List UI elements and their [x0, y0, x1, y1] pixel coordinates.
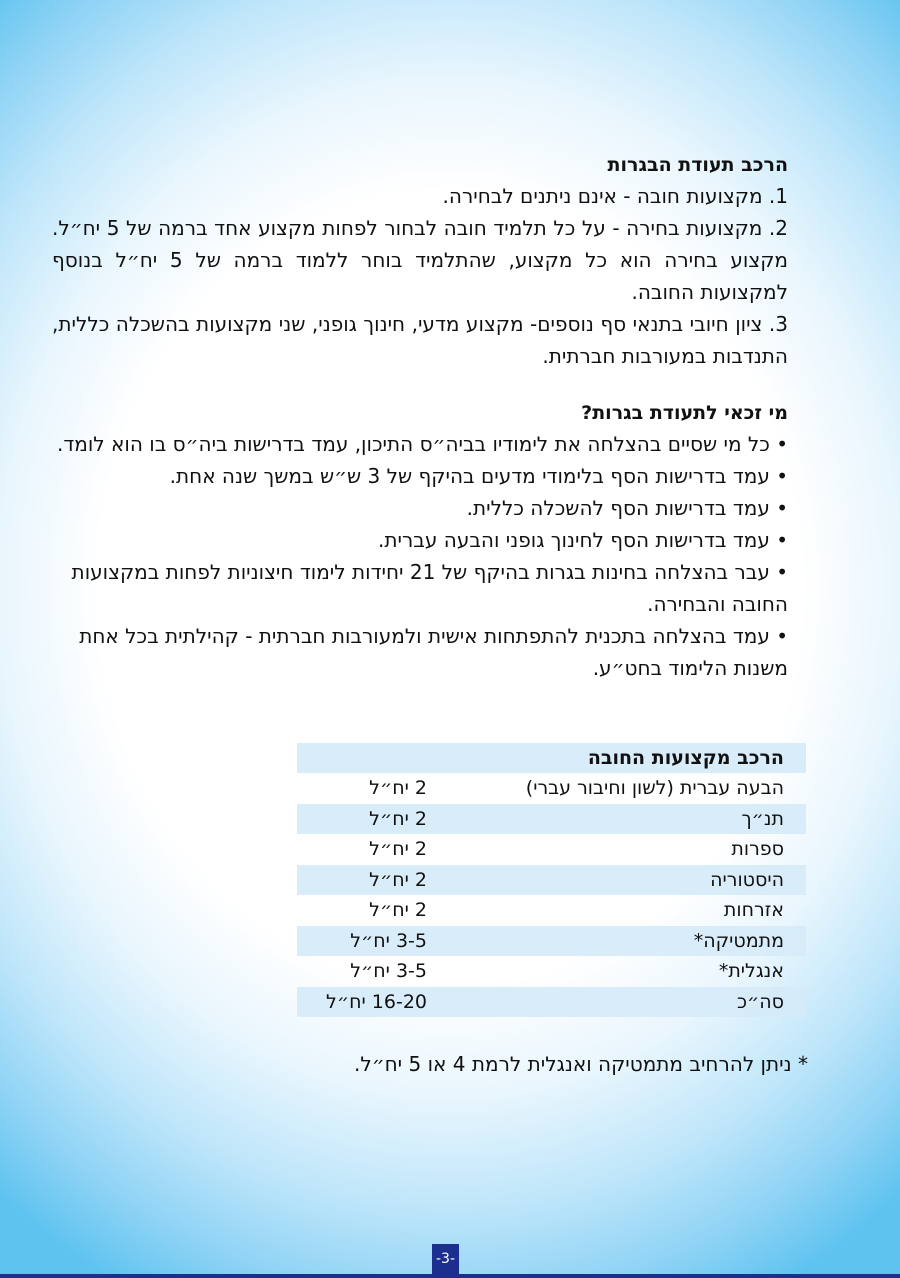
subject-cell: אנגלית* — [718, 960, 784, 983]
eligibility-bullet: • עמד בדרישות הסף בלימודי מדעים בהיקף של 3 ש״ש במשך שנה אחת. — [169, 464, 788, 488]
eligibility-bullet: • כל מי שסיים בהצלחה את לימודיו בביה״ס התיכון, עמד בדרישות ביה״ס בו הוא לומד. — [56, 432, 788, 456]
table-row — [297, 956, 806, 987]
units-cell: 2 יח״ל — [297, 865, 427, 896]
eligibility-bullet: • עמד בדרישות הסף לחינוך גופני והבעה עברית. — [378, 528, 788, 552]
composition-item-2: 2. מקצועות בחירה - על כל תלמיד חובה לבחור לפחות מקצוע אחד ברמה של 5 יח״ל. מקצוע בחירה הוא כל מקצוע, שהתלמיד בוחר ללמוד ברמה של 5 יח״ל בנוסף למקצועות החובה. — [52, 216, 788, 304]
composition-item-3: 3. ציון חיובי בתנאי סף נוספים- מקצוע מדעי, חינוך גופני, שני מקצועות בהשכלה כללית, התנדבות במעורבות חברתית. — [52, 312, 788, 368]
table-row — [297, 834, 806, 865]
subject-cell: היסטוריה — [427, 865, 806, 896]
eligibility-section — [52, 398, 788, 684]
composition-item-1: 1. מקצועות חובה - אינם ניתנים לבחירה. — [442, 184, 788, 208]
composition-section — [52, 150, 788, 372]
units-cell: 2 יח״ל — [297, 804, 427, 835]
eligibility-bullet: • עבר בהצלחה בחינות בגרות בהיקף של 21 יחידות לימוד חיצוניות לפחות במקצועות החובה והבחירה. — [71, 560, 788, 616]
units-cell: 2 יח״ל — [369, 899, 427, 922]
units-cell: 3-5 יח״ל — [297, 926, 427, 957]
subject-cell: ספרות — [731, 838, 784, 861]
units-cell: 2 יח״ל — [369, 838, 427, 861]
mandatory-subjects-table — [297, 743, 806, 1017]
subject-cell: תנ״ך — [427, 804, 806, 835]
page-number: -3- — [432, 1244, 459, 1274]
eligibility-bullet: • עמד בהצלחה בתכנית להתפתחות אישית ולמעורבות חברתית - קהילתית בכל אחת משנות הלימוד בחט״ע. — [79, 624, 788, 680]
subject-cell: סה״כ — [427, 987, 806, 1018]
bottom-bar — [0, 1274, 900, 1278]
eligibility-bullet: • עמד בדרישות הסף להשכלה כללית. — [466, 496, 788, 520]
table-title: הרכב מקצועות החובה — [297, 743, 806, 773]
subject-cell: הבעה עברית (לשון וחיבור עברי) — [525, 777, 784, 800]
table-row-total — [297, 987, 806, 1018]
footnote: * ניתן להרחיב מתמטיקה ואנגלית לרמת 4 או 5 יח״ל. — [353, 1052, 808, 1076]
subject-cell: מתמטיקה* — [427, 926, 806, 957]
table-row — [297, 773, 806, 804]
units-cell: 3-5 יח״ל — [350, 960, 427, 983]
composition-heading: הרכב תעודת הבגרות — [607, 154, 788, 176]
eligibility-list — [52, 428, 788, 684]
units-cell: 16-20 יח״ל — [297, 987, 427, 1018]
table-row — [297, 865, 806, 896]
subject-cell: אזרחות — [723, 899, 784, 922]
table-row — [297, 895, 806, 926]
table-row — [297, 926, 806, 957]
table-row — [297, 804, 806, 835]
units-cell: 2 יח״ל — [369, 777, 427, 800]
eligibility-heading: מי זכאי לתעודת בגרות? — [581, 402, 788, 424]
table-header-row — [297, 743, 806, 773]
